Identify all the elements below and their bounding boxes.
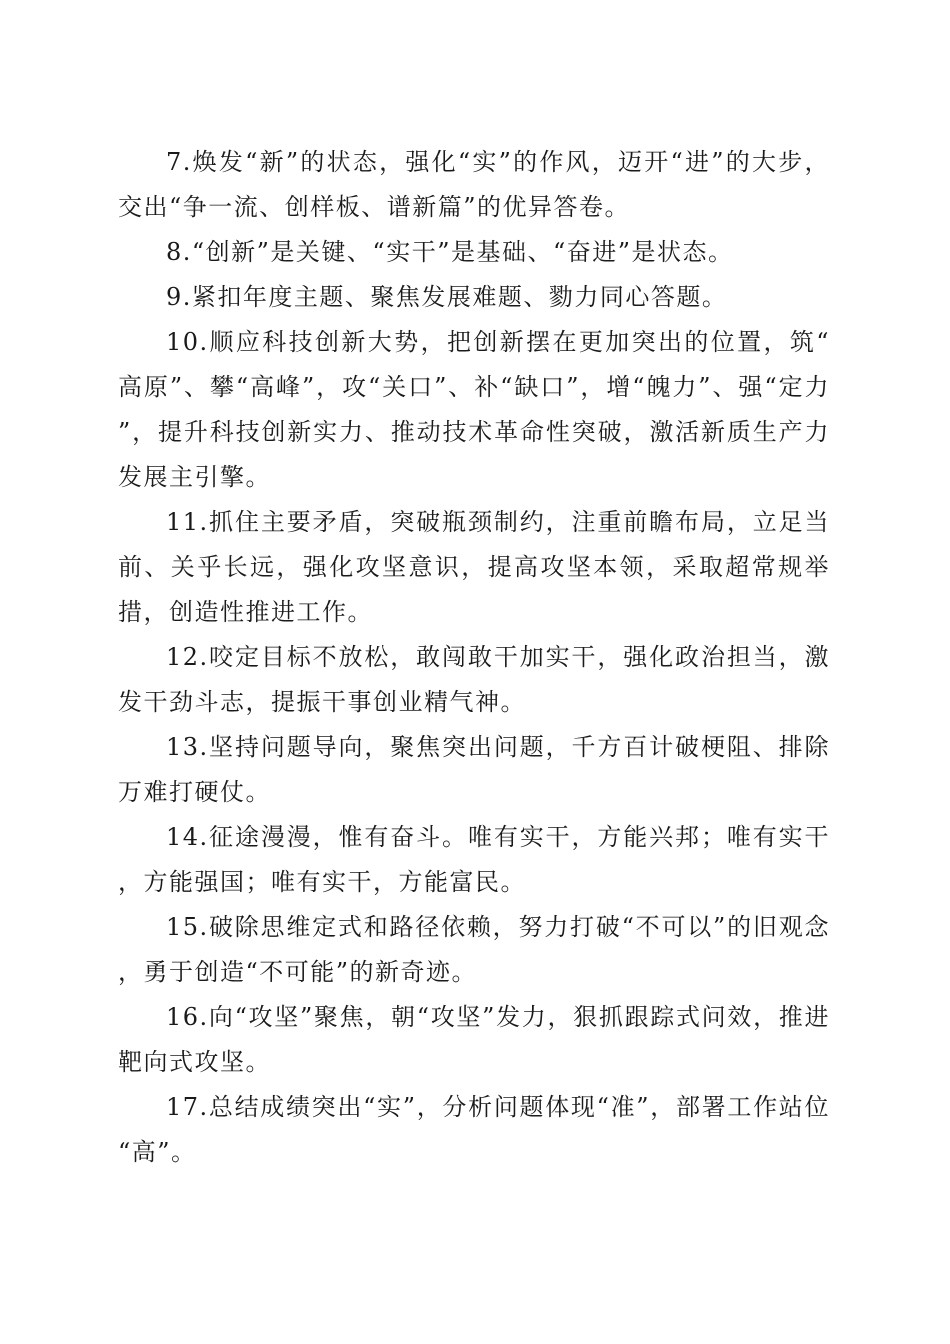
paragraph-7: 7.焕发“新”的状态，强化“实”的作风，迈开“进”的大步，交出“争一流、创样板、谱新篇”的优异答卷。 [118, 148, 830, 221]
paragraph-11: 11.抓住主要矛盾，突破瓶颈制约，注重前瞻布局，立足当前、关乎长远，强化攻坚意识，提高攻坚本领，采取超常规举措，创造性推进工作。 [118, 508, 830, 626]
paragraph-10: 10.顺应科技创新大势，把创新摆在更加突出的位置，筑“高原”、攀“高峰”，攻“关口”、补“缺口”，增“魄力”、强“定力”，提升科技创新实力、推动技术革命性突破，激活新质生产力发展主引擎。 [118, 328, 830, 491]
paragraph-17: 17.总结成绩突出“实”，分析问题体现“准”，部署工作站位“高”。 [118, 1093, 830, 1166]
document-body [118, 140, 830, 1175]
paragraph-12: 12.咬定目标不放松，敢闯敢干加实干，强化政治担当，激发干劲斗志，提振干事创业精气神。 [118, 643, 830, 716]
paragraph-8: 8.“创新”是关键、“实干”是基础、“奋进”是状态。 [166, 238, 734, 266]
paragraph-15: 15.破除思维定式和路径依赖，努力打破“不可以”的旧观念，勇于创造“不可能”的新奇迹。 [118, 913, 830, 986]
paragraph-16: 16.向“攻坚”聚焦，朝“攻坚”发力，狠抓跟踪式问效，推进靶向式攻坚。 [118, 1003, 830, 1076]
paragraph-13: 13.坚持问题导向，聚焦突出问题，千方百计破梗阻、排除万难打硬仗。 [118, 733, 830, 806]
paragraph-9: 9.紧扣年度主题、聚焦发展难题、勠力同心答题。 [166, 283, 728, 311]
paragraph-14: 14.征途漫漫，惟有奋斗。唯有实干，方能兴邦；唯有实干，方能强国；唯有实干，方能富民。 [118, 823, 830, 896]
